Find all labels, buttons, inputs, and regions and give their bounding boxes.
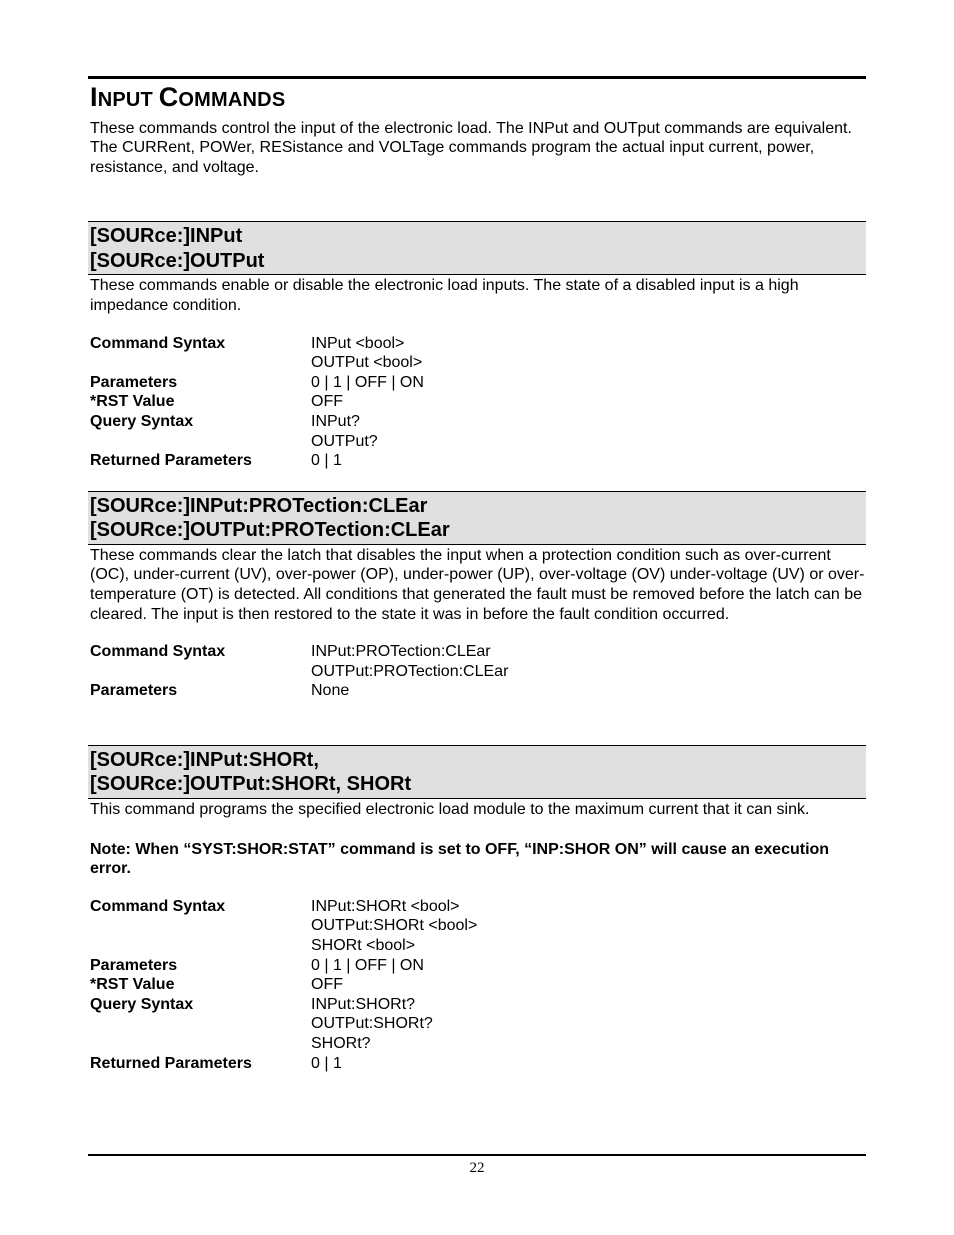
spec-value: OUTPut:SHORt? — [311, 1015, 433, 1033]
spec-row — [90, 451, 424, 471]
spec-table — [90, 334, 424, 471]
spec-row — [90, 1054, 477, 1074]
spec-key: *RST Value — [90, 393, 175, 411]
spec-value: INPut:PROTection:CLEar — [311, 643, 491, 661]
spec-value: None — [311, 682, 350, 700]
spec-row — [90, 1014, 477, 1034]
spec-value: INPut:SHORt <bool> — [311, 897, 460, 915]
spec-value: INPut:SHORt? — [311, 995, 416, 1013]
spec-value: OUTPut:SHORt <bool> — [311, 917, 478, 935]
spec-row — [90, 392, 424, 412]
spec-value: OFF — [311, 976, 343, 994]
spec-row — [90, 897, 477, 917]
spec-row — [90, 334, 424, 354]
page-footer — [88, 1154, 866, 1177]
spec-key: Command Syntax — [90, 334, 226, 352]
page-title: INPUT COMMANDS — [90, 82, 286, 112]
spec-row — [90, 412, 424, 432]
command-heading: [SOURce:]OUTPut:SHORt, SHORt — [90, 773, 412, 796]
command-heading: [SOURce:]INPut — [90, 225, 243, 248]
spec-key: Command Syntax — [90, 643, 226, 661]
command-heading: [SOURce:]OUTPut:PROTection:CLEar — [90, 519, 450, 542]
spec-key: Query Syntax — [90, 995, 194, 1013]
document-page — [88, 76, 866, 1073]
spec-row — [90, 975, 477, 995]
command-header — [88, 491, 866, 545]
spec-value: 0 | 1 — [311, 1054, 342, 1072]
spec-row — [90, 432, 424, 452]
spec-row — [90, 642, 508, 662]
spec-value: OUTPut? — [311, 432, 378, 450]
spec-key: Query Syntax — [90, 413, 194, 431]
spec-value: SHORt? — [311, 1034, 371, 1052]
spec-key: Parameters — [90, 373, 178, 391]
spec-value: OUTPut <bool> — [311, 354, 423, 372]
spec-key: Command Syntax — [90, 897, 226, 915]
command-header — [88, 745, 866, 799]
page-number: 22 — [469, 1160, 485, 1176]
spec-value: 0 | 1 — [311, 452, 342, 470]
footer-rule — [88, 1154, 866, 1156]
spec-value: OFF — [311, 393, 343, 411]
spec-row — [90, 1034, 477, 1054]
spec-table — [90, 897, 477, 1073]
spec-key: Parameters — [90, 682, 178, 700]
spec-value: OUTPut:PROTection:CLEar — [311, 662, 509, 680]
spec-row — [90, 956, 477, 976]
command-section-short — [88, 745, 866, 1073]
top-rule — [88, 76, 866, 79]
note-text: Note: When “SYST:SHOR:STAT” command is set to OFF, “INP:SHOR ON” will cause an execution error. — [90, 840, 830, 878]
spec-key: Returned Parameters — [90, 452, 252, 470]
command-description: This command programs the specified electronic load module to the maximum current that it can sink. — [90, 800, 810, 818]
command-description: These commands clear the latch that disables the input when a protection condition such as over-current (OC), under-current (UV), over-power (OP), under-power (UP), over-voltage (OV) under-voltage (UV) or over-temperature (OT) is detected. All conditions that generated the fault must be removed before the latch can be cleared. The input is then restored to the state it was in before the fault condition occurred. — [90, 546, 865, 623]
spec-value: INPut? — [311, 413, 360, 431]
command-description: These commands enable or disable the electronic load inputs. The state of a disabled input is a high impedance condition. — [90, 277, 799, 315]
command-section-protection-clear — [88, 491, 866, 701]
spec-key: *RST Value — [90, 976, 175, 994]
spec-row — [90, 995, 477, 1015]
spec-value: INPut <bool> — [311, 334, 405, 352]
intro-paragraph: These commands control the input of the electronic load. The INPut and OUTput commands are equivalent. The CURRent, POWer, RESistance and VOLTage commands program the actual input current, power, resistance, and voltage. — [90, 119, 852, 176]
spec-row — [90, 662, 508, 682]
spec-key: Returned Parameters — [90, 1054, 252, 1072]
spec-value: 0 | 1 | OFF | ON — [311, 956, 424, 974]
spec-row — [90, 936, 477, 956]
spec-row — [90, 916, 477, 936]
command-heading: [SOURce:]INPut:PROTection:CLEar — [90, 494, 428, 517]
spec-table — [90, 642, 508, 701]
command-heading: [SOURce:]OUTPut — [90, 249, 265, 272]
spec-value: 0 | 1 | OFF | ON — [311, 373, 424, 391]
command-heading: [SOURce:]INPut:SHORt, — [90, 748, 319, 771]
spec-row — [90, 681, 508, 701]
command-section-input — [88, 221, 866, 470]
spec-row — [90, 373, 424, 393]
spec-value: SHORt <bool> — [311, 936, 416, 954]
command-header — [88, 221, 866, 275]
spec-key: Parameters — [90, 956, 178, 974]
spec-row — [90, 353, 424, 373]
